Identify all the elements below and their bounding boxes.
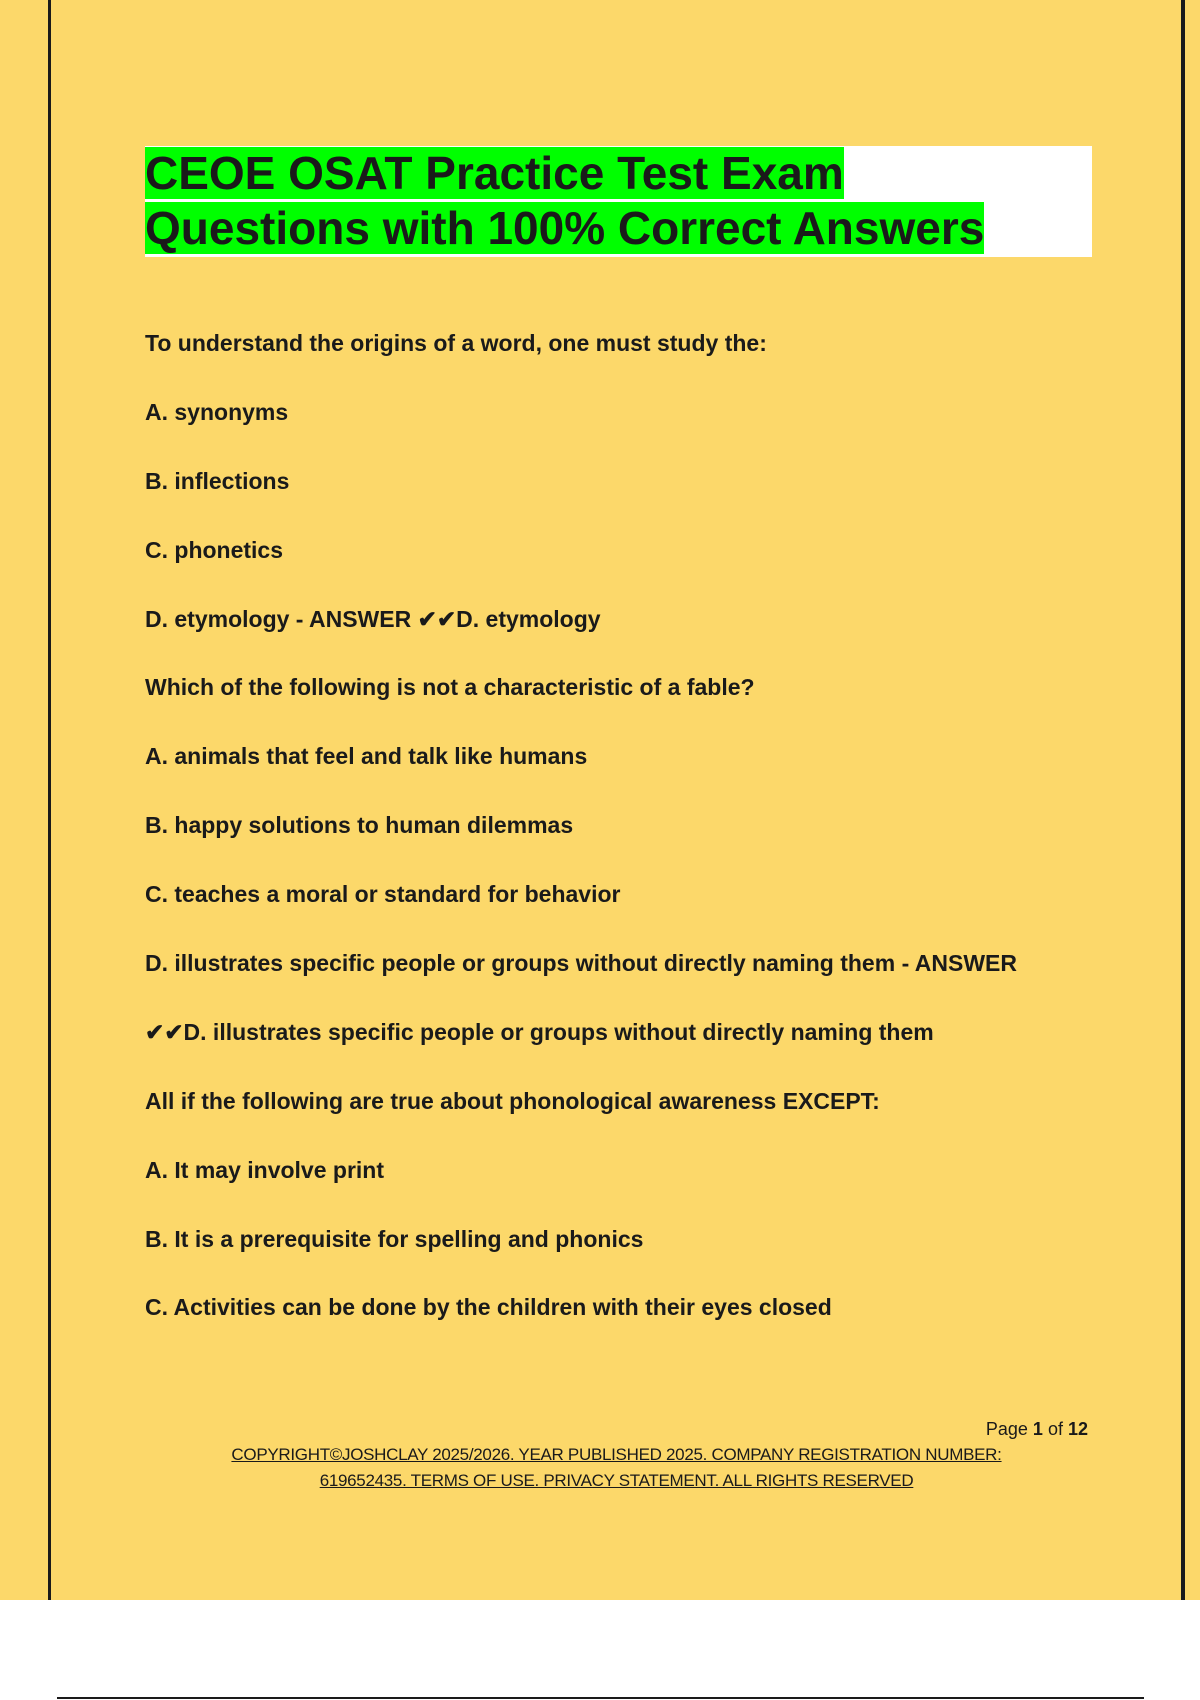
question-2-option-d: D. illustrates specific people or groups without directly naming them - ANSWER <box>145 950 1017 977</box>
page-number <box>145 1416 1088 1442</box>
title-line-2-text: Questions with 100% Correct Answers <box>145 202 985 254</box>
page-footer <box>145 1416 1088 1494</box>
title-line-1 <box>145 146 1092 201</box>
copyright-line-2[interactable]: 619652435. TERMS OF USE. PRIVACY STATEMENT. ALL RIGHTS RESERVED <box>319 1471 914 1490</box>
question-1-text: To understand the origins of a word, one must study the: <box>145 330 767 356</box>
title-line-1-text: CEOE OSAT Practice Test Exam <box>145 147 844 199</box>
question-3-text: All if the following are true about phonological awareness EXCEPT: <box>145 1087 880 1114</box>
question-3-option-a: A. It may involve print <box>145 1156 384 1183</box>
question-2-option-a: A. animals that feel and talk like humans <box>145 743 588 770</box>
question-2-option-c: C. teaches a moral or standard for behavior <box>145 881 621 908</box>
bottom-rule <box>57 1697 1144 1699</box>
question-2-text: Which of the following is not a characteristic of a fable? <box>145 674 755 701</box>
question-2-option-b: B. happy solutions to human dilemmas <box>145 812 574 839</box>
question-3-option-c: C. Activities can be done by the children with their eyes closed <box>145 1294 832 1321</box>
page-total: 12 <box>1067 1419 1088 1439</box>
question-1-option-c: C. phonetics <box>145 536 284 563</box>
left-border-line <box>48 0 51 1600</box>
page-current: 1 <box>1032 1419 1043 1439</box>
question-1-option-a: A. synonyms <box>145 398 289 425</box>
title-line-2 <box>145 201 1092 256</box>
question-1-option-b: B. inflections <box>145 467 290 494</box>
question-2-answer: ✔✔D. illustrates specific people or groups without directly naming them <box>145 1018 934 1045</box>
question-3-option-b: B. It is a prerequisite for spelling and phonics <box>145 1225 644 1252</box>
question-1-option-d-answer: D. etymology - ANSWER ✔✔D. etymology <box>145 605 601 632</box>
copyright-line-1[interactable]: COPYRIGHT©JOSHCLAY 2025/2026. YEAR PUBLISHED 2025. COMPANY REGISTRATION NUMBER: <box>231 1445 1002 1464</box>
question-list <box>145 322 1105 1355</box>
right-border-line <box>1181 0 1185 1600</box>
page-of: of <box>1047 1419 1063 1439</box>
page-word: Page <box>985 1419 1028 1439</box>
document-title <box>145 146 1092 257</box>
